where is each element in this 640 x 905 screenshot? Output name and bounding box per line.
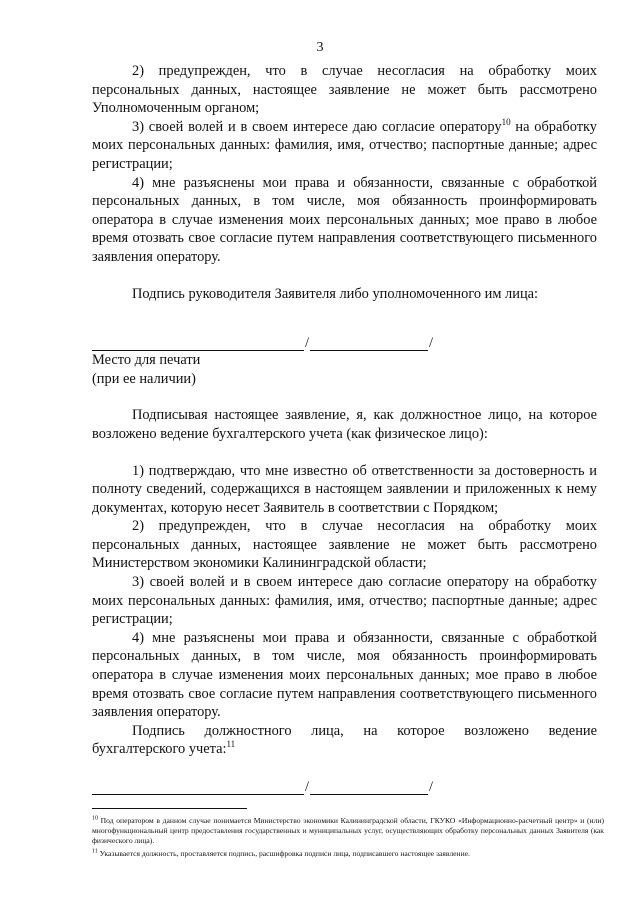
signature-blank [92,780,304,795]
accountant-item-3: 3) своей волей и в своем интересе даю согласие оператору на обработку моих персональных данных: фамилия, имя, отчество; паспортные данные; адрес регистрации; [92,574,597,628]
signature-name-blank [310,780,428,795]
footnote-ref-10: 10 [501,116,511,127]
footnotes [92,808,604,861]
signature-separator: / [305,335,309,352]
footnote-11-number: 11 [92,848,98,855]
accountant-item-4: 4) мне разъяснены мои права и обязанности, связанные с обработкой персональных данных, в том числе, моя обязанность проинформировать оператора в случае изменения моих персональных данных; мое право в любое время отозвать свое согласие путем направления соответствующего письменного заявления оператору. [92,629,597,721]
stamp-place-label: Место для печати [92,352,201,369]
stamp-place-note: (при ее наличии) [92,370,196,387]
signature-separator-end: / [429,779,433,795]
signature-name-blank [310,336,428,351]
signature-blank [92,336,304,351]
consent-item-3 [92,118,597,174]
footnote-10-number: 10 [92,815,98,822]
accountant-item-2: 2) предупрежден, что в случае несогласия на обработку моих персональных данных, настоящее заявление не может быть рассмотрено Министерством экономики Калининградской области; [92,518,597,572]
accountant-item-1: 1) подтверждаю, что мне известно об ответственности за достоверность и полноту сведений, содержащихся в настоящем заявлении и приложенных к нему документах, которую несет Заявитель в соответствии с Порядком; [92,462,597,516]
consent-item-4: 4) мне разъяснены мои права и обязанности, связанные с обработкой персональных данных, в том числе, моя обязанность проинформировать оператора в случае изменения моих персональных данных; мое право в любое время отозвать свое согласие путем направления соответствующего письменного заявления оператору. [92,174,597,265]
accountant-intro: Подписывая настоящее заявление, я, как должностное лицо, на которое возложено ведение бухгалтерского учета (как физическое лицо): [92,407,597,442]
signature-separator: / [305,779,309,795]
footnote-10 [92,816,604,847]
signature-caption-head: Подпись руководителя Заявителя либо уполномоченного им лица: [132,285,539,302]
consent-item-3-rest: на обработку моих персональных данных: фамилия, имя, отчество; паспортные данные; адрес регистрации; [92,118,597,172]
signature-caption-accountant-text: Подпись должностного лица, на которое возложено ведение бухгалтерского учета: [92,722,597,758]
signature-line-accountant [92,773,597,795]
signature-caption-accountant [92,722,597,759]
consent-item-2: 2) предупрежден, что в случае несогласия на обработку моих персональных данных, настоящее заявление не может быть рассмотрено Уполномоченным органом; [92,63,597,117]
footnote-divider [92,808,247,809]
signature-line-head [92,329,597,351]
document-body [92,62,597,795]
footnote-11-text: Указывается должность, проставляется подпись, расшифровка подписи лица, подписавшего настоящее заявление. [97,848,470,858]
consent-item-3-text: 3) своей волей и в своем интересе даю согласие оператору [132,118,502,135]
signature-separator-end: / [429,335,433,352]
footnote-ref-11: 11 [226,739,236,750]
footnote-11 [92,849,604,859]
footnote-10-text: Под оператором в данном случае понимается Министерство экономики Калининградской области, ГКУКО «Информационно-расчетный центр» и (или) многофункциональный центр предоставления государственных и муниципальных услуг, осуществляющих обработку персональных данных Заявителя (как физического лица). [92,816,604,846]
page-number: 3 [316,40,324,55]
